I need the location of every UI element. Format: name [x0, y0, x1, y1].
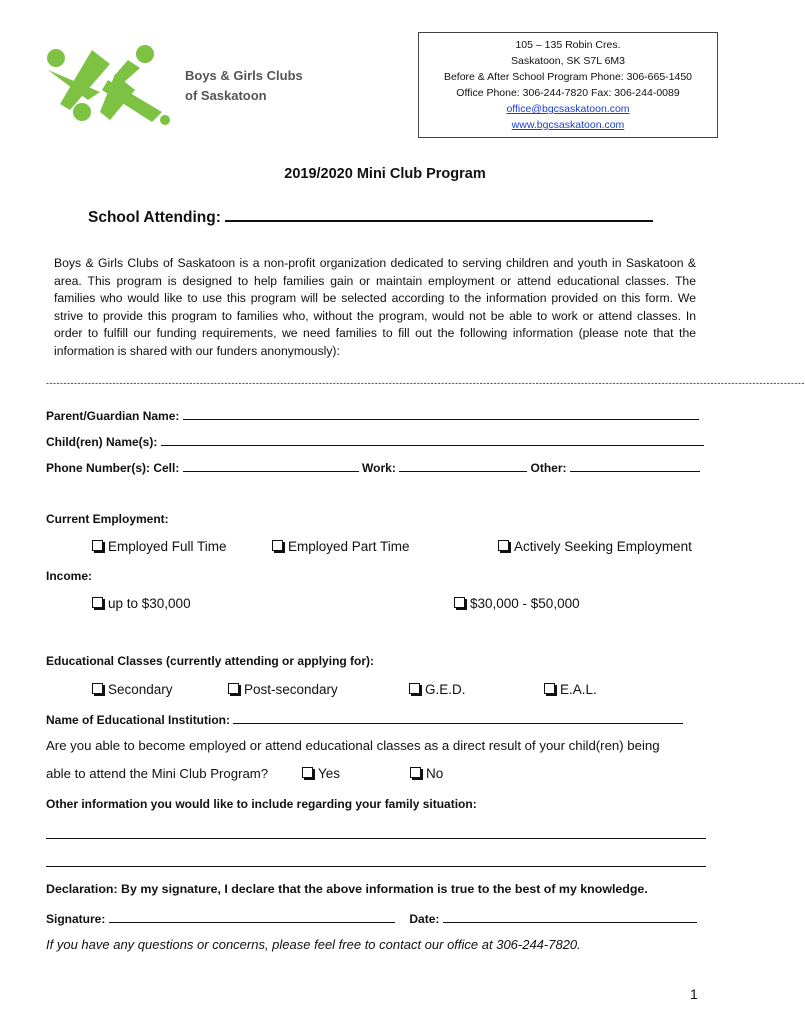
parent-row — [46, 407, 699, 423]
website-link[interactable]: www.bgcsaskatoon.com — [511, 119, 625, 131]
separator: ------------------------------------------------------------------------------------------------------------------------------------------------------------------------------------------------------------------------- — [46, 378, 805, 388]
education-option-label: G.E.D. — [425, 682, 466, 697]
checkbox-icon[interactable] — [409, 683, 420, 694]
checkbox-icon[interactable] — [272, 540, 283, 551]
income-option-label: up to $30,000 — [108, 596, 191, 611]
declaration-text: Declaration: By my signature, I declare that the above information is true to the best of my knowledge. — [46, 882, 648, 896]
checkbox-icon[interactable] — [302, 767, 313, 778]
education-eal[interactable] — [544, 682, 597, 697]
employment-question-line2 — [46, 766, 268, 781]
phone-row — [46, 459, 700, 475]
signature-row — [46, 910, 697, 926]
income-up-to-30000[interactable] — [92, 596, 191, 611]
address-line2: Saskatoon, SK S7L 6M3 — [510, 55, 625, 67]
income-30000-50000[interactable] — [454, 596, 580, 611]
work-phone-field[interactable] — [399, 459, 527, 472]
institution-row — [46, 711, 683, 727]
no-label: No — [426, 766, 444, 781]
checkbox-icon[interactable] — [92, 597, 103, 608]
page-number: 1 — [690, 986, 698, 1002]
school-attending-label: School Attending: — [88, 209, 221, 226]
footer-note: If you have any questions or concerns, please feel free to contact our office at 306-244-7820. — [46, 937, 581, 952]
question-line2-text: able to attend the Mini Club Program? — [46, 766, 269, 781]
income-option-label: $30,000 - $50,000 — [470, 596, 580, 611]
employment-seeking[interactable] — [498, 539, 692, 554]
date-label: Date: — [409, 912, 440, 926]
intro-paragraph: Boys & Girls Clubs of Saskatoon is a non-profit organization dedicated to serving children and youth in Saskatoon & area. This program is designed to help families gain or maintain employment or attend educational classes. The families who would like to use this program will be selected according to the information provided on this form. We strive to provide this program to families who, without the program, would not be able to work or attend classes. In order to fulfill our funding requirements, we need families to fill out the following information (please note that the information is shared with our funders anonymously): — [54, 256, 696, 358]
checkbox-icon[interactable] — [454, 597, 465, 608]
parent-label: Parent/Guardian Name: — [46, 409, 180, 423]
education-ged[interactable] — [409, 682, 466, 697]
cell-label: Phone Number(s): Cell: — [46, 461, 180, 475]
yes-label: Yes — [318, 766, 341, 781]
employment-option-label: Employed Full Time — [108, 539, 227, 554]
program-phone: Before & After School Program Phone: 306-665-1450 — [443, 71, 693, 83]
office-phone-fax: Office Phone: 306-244-7820 Fax: 306-244-0089 — [456, 87, 680, 99]
school-attending-row — [88, 208, 653, 227]
parent-name-field[interactable] — [183, 407, 699, 420]
other-info-line-2[interactable] — [46, 866, 706, 867]
answer-yes[interactable] — [302, 766, 340, 781]
checkbox-icon[interactable] — [92, 683, 103, 694]
children-label: Child(ren) Name(s): — [46, 435, 158, 449]
email-link[interactable]: office@bgcsaskatoon.com — [506, 103, 630, 115]
checkbox-icon[interactable] — [410, 767, 421, 778]
org-name-line1: Boys & Girls Clubs — [185, 68, 303, 83]
education-option-label: Post-secondary — [244, 682, 338, 697]
children-names-field[interactable] — [161, 433, 704, 446]
other-info-label: Other information you would like to include regarding your family situation: — [46, 797, 477, 811]
other-phone-label: Other: — [530, 461, 567, 475]
signature-field[interactable] — [109, 910, 395, 923]
signature-label: Signature: — [46, 912, 106, 926]
education-label: Educational Classes (currently attending or applying for): — [46, 654, 375, 668]
address-line1: 105 – 135 Robin Cres. — [515, 39, 621, 51]
children-row — [46, 433, 704, 449]
checkbox-icon[interactable] — [92, 540, 103, 551]
income-label: Income: — [46, 569, 93, 583]
bgc-x-logo-icon — [40, 40, 170, 130]
employment-option-label: Employed Part Time — [288, 539, 410, 554]
cell-phone-field[interactable] — [183, 459, 359, 472]
checkbox-icon[interactable] — [498, 540, 509, 551]
other-phone-field[interactable] — [570, 459, 700, 472]
contact-box — [418, 32, 718, 138]
answer-no[interactable] — [410, 766, 443, 781]
employment-label: Current Employment: — [46, 512, 169, 526]
employment-option-label: Actively Seeking Employment — [514, 539, 692, 554]
checkbox-icon[interactable] — [544, 683, 555, 694]
date-field[interactable] — [443, 910, 697, 923]
employment-question-line1: Are you able to become employed or attend educational classes as a direct result of your child(ren) being — [46, 738, 660, 753]
org-logo — [40, 40, 310, 130]
employment-part-time[interactable] — [272, 539, 410, 554]
work-label: Work: — [362, 461, 396, 475]
checkbox-icon[interactable] — [228, 683, 239, 694]
education-option-label: E.A.L. — [560, 682, 597, 697]
education-option-label: Secondary — [108, 682, 173, 697]
other-info-line-1[interactable] — [46, 838, 706, 839]
institution-field[interactable] — [233, 711, 683, 724]
form-title: 2019/2020 Mini Club Program — [284, 166, 486, 182]
education-post-secondary[interactable] — [228, 682, 338, 697]
org-name-line2: of Saskatoon — [185, 88, 267, 103]
school-attending-field[interactable] — [225, 208, 653, 222]
employment-full-time[interactable] — [92, 539, 227, 554]
institution-label: Name of Educational Institution: — [46, 713, 231, 727]
education-secondary[interactable] — [92, 682, 173, 697]
